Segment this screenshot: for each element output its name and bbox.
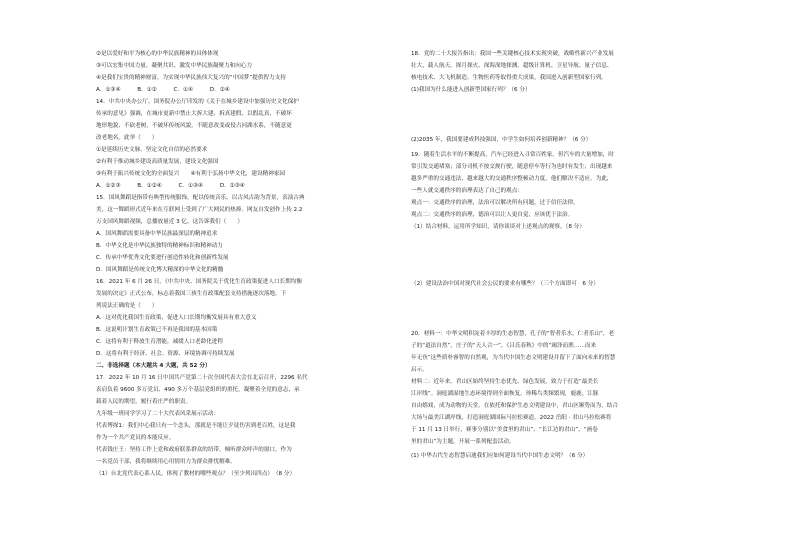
q19-view-1: 观点一：交通秩序的治理，法治可以解决所有问题，过于信任法律。 <box>411 200 579 206</box>
q20-material-2e: 于 11 月 13 日举行，赛事分别以“美食里的君山”、“长江边的君山”、“画卷 <box>411 427 598 433</box>
q16-stem-2: 发展的决定》正式公布，标志着我国三孩生育政策配套支持措施逐次落地。下 <box>96 291 287 297</box>
q13-option-4: ④是我们宝贵的精神财富，为实现中华民族伟大复兴的“中国梦”提供智力支持 <box>96 75 286 81</box>
q16-option-a: A．这对优化我国生育政策，促进人口长期均衡发展具有重大意义 <box>96 315 257 321</box>
q17-stem-7: 代表钱庄王：坚持工作上党和政府联系群众的纽带，倾听群众呼声的窗口，作为 <box>96 447 292 453</box>
q17-stem-5: 代表博探1：我们中心我只有一个念头，那就是不能让歹徒伤害到老百姓，这是我 <box>96 423 296 429</box>
q17-stem-6: 作为一个共产党员的本能反应。 <box>96 435 175 441</box>
q17-stem-3: 载着人民的期望，履行着庄严的职责。 <box>96 399 192 405</box>
q20-material-2a: 材料二：近年来，君山区始终坚持生态优先、绿色发展，致力于打造“最美长 <box>411 379 599 385</box>
q20-material-2c: 自由嬉戏，成为动物的天堂。在依托和保护生态文明建设中，君山区顺势而为，结合 <box>411 403 618 409</box>
q14-stem-2: 传承的意见》强调，在城市更新中禁止大拆大建、拆真建假、以假乱真，不破坏 <box>96 111 292 117</box>
q17-stem-4: 九年级一班同学学习了二十大代表风采展示活动： <box>96 411 220 417</box>
q20-material-1d: 启示。 <box>411 367 428 373</box>
q15-stem-2: 美，这一舞蹈形式近年来在互联网上受到了广大网民的热捧。网友自发创作上传 2.2 <box>96 207 303 213</box>
q15-option-a: A．国风舞蹈需要具备中华民族最深层的精神追求 <box>96 231 218 237</box>
q18-stem-1: 18．党的二十大报告指出：我国一些关键核心技术实现突破，战略性新兴产业发展 <box>411 51 614 57</box>
q14-stem-4: 改老地名。此举（ ） <box>96 135 158 141</box>
q19-view-2: 观点二：交通秩序的治理，德治可以让人更自觉，应该优于法治。 <box>411 212 574 218</box>
q14-option-1: ①是延续历史文脉、坚定文化自信的必然要求 <box>96 147 208 153</box>
q17-stem-1: 17．2022 年 10 月 16 日中国共产党第二十次全国代表大会在北京召开，2296 名代 <box>96 375 308 381</box>
q15-option-c: C．传承中华优秀文化要进行创造性转化和创新性发展 <box>96 255 229 261</box>
q19-sub-2: （2）建设法治中国对现代社会公民的要求有哪些？（三个方面即可 6 分） <box>411 281 599 287</box>
q20-material-1a: 20．材料一：中华文明积淀着丰厚的生态智慧，孔子的“智者乐水，仁者乐山”，老 <box>411 331 615 337</box>
q19-stem-4: 一些人就交通秩序的治理表达了自己的观点： <box>411 188 523 194</box>
q16-stem-1: 16．2021 年 6 月 26 日，《中共中央、国务院关于优化生育政策促进人口长期均衡 <box>96 279 302 285</box>
section-2-title: 二、非选择题（本大题共 4 大题，共 52 分） <box>96 363 211 369</box>
q19-stem-3: 越多严重的交通违法，越来越大的交通秩序整顿动力度，他们解决不适应。为此， <box>411 176 613 182</box>
q13-option-3: ③可以宏集中国力量、凝聚共识、激发中华民族凝聚力和向心力 <box>96 63 253 69</box>
q20-material-2d: 大场与最美江湖岸线，打造洞庭湖国际马拉松赛道。2022 岳阳 · 君山马拉松赛将 <box>411 415 612 421</box>
q15-stem-1: 15．国风舞蹈是指带有典型传统服饰，配以传统音乐，以古风古韵为背景，表演古典 <box>96 195 305 201</box>
q16-option-d: D．这将有利于经济、社会、资源、环境协调可持续发展 <box>96 351 235 357</box>
q15-stem-3: 万支国风舞蹈视频，总播放量近 3 亿。这告诉我们（ ） <box>96 219 243 225</box>
q14-choices: A．①②③ B．①②④ C．①③④ D．②③④ <box>96 183 245 189</box>
q20-sub-1: (1) 中华古代生态智慧启迪我们应如何建设当代中国生态文明？（6 分） <box>411 453 589 459</box>
q14-stem-1: 14．中共中央办公厅、国务院办公厅印发的《关于在城乡建设中加强历史文化保护 <box>96 99 299 105</box>
q17-stem-8: 一名党员干部，我将继续用心用情用力为群众排忧解难。 <box>96 459 236 465</box>
q19-stem-2: 常引发交通堵塞；部分司机不按交规行驶，随意停车等行为也时有发生；出现越来 <box>411 164 613 170</box>
q13-choices: A．①③④ B．①② C．①④ D．②④ <box>96 87 230 93</box>
q16-stem-3: 列说法正确的是（ ） <box>96 303 158 309</box>
q18-sub-2: (2)2035 年，我国要建成科技强国，中学生如何培养创新精神？（6 分） <box>411 137 592 143</box>
q17-sub-1: （1）台北党代表心系人民，体现了教材的哪些观点？（至少列出四点） （8 分） <box>96 471 296 477</box>
q18-sub-1: (1)我国为什么能进入创新型国家行列？（6 分） <box>411 87 531 93</box>
q20-material-2b: 江岸线”。洞庭湖湿地生态环境得到全面恢复，珍稀鸟类频繁现，鹿鹿、江豚 <box>411 391 599 397</box>
q20-material-1c: 年无鱼”这些质朴睿智的自然观，为当代中国生态文明建设并留下了面向未来的智慧 <box>411 355 616 361</box>
q20-material-2f: 里的君山”为主题，开展一系列配套活动。 <box>411 439 515 445</box>
q14-option-3-4: ③有利于振兴传统文化的全面复兴 ④有利于弘扬中华文化，建设精神家园 <box>96 171 286 177</box>
q17-stem-2: 表肩负着 9600 多万党员、490 多万个基层党组织的重托，凝聚着全党的意志，承 <box>96 387 300 393</box>
q20-material-1b: 子的“道法自然”，庄子的“天人合一”，《吕氏春秋》中的“竭泽而渔……而来 <box>411 343 597 349</box>
q14-option-2: ②有利于推动城乡建设高质量发展，建设文化强国 <box>96 159 219 165</box>
q18-stem-3: 核电技术、大飞机制造、生物医药等取得重大成果，我国进入创新型国家行列。 <box>411 75 607 81</box>
q15-option-d: D．国风舞蹈是传统文化博大精深的中华文化的精髓 <box>96 267 224 273</box>
q14-stem-3: 地形地貌、不砍老树，不破坏传统风貌，不随意改变或侵占河湖水系，不随意更 <box>96 123 292 129</box>
q16-option-b: B．这说明计划生育政策已不再是我国的基本国策 <box>96 327 218 333</box>
q16-option-c: C．这将有利于释放生育潜能，减缓人口老龄化进程 <box>96 339 223 345</box>
q19-stem-1: 19．随着生活水平的不断提高，汽车已经进入寻常百姓家。但汽车的大量增加，时 <box>411 152 614 158</box>
q13-option-2: ②是以爱好和平为核心的中华民族精神的具体体现 <box>96 51 219 57</box>
q19-sub-1: （1）结合材料，运用所学知识，请你谈谈对上述观点的观察。（8 分） <box>411 224 585 230</box>
q18-stem-2: 壮大，载人航天、探月探火、深海深地探测、超级计算机、卫星导航、量子信息、 <box>411 63 613 69</box>
q15-option-b: B．中华文化是中华民族独特的精神标识和精神动力 <box>96 243 223 249</box>
